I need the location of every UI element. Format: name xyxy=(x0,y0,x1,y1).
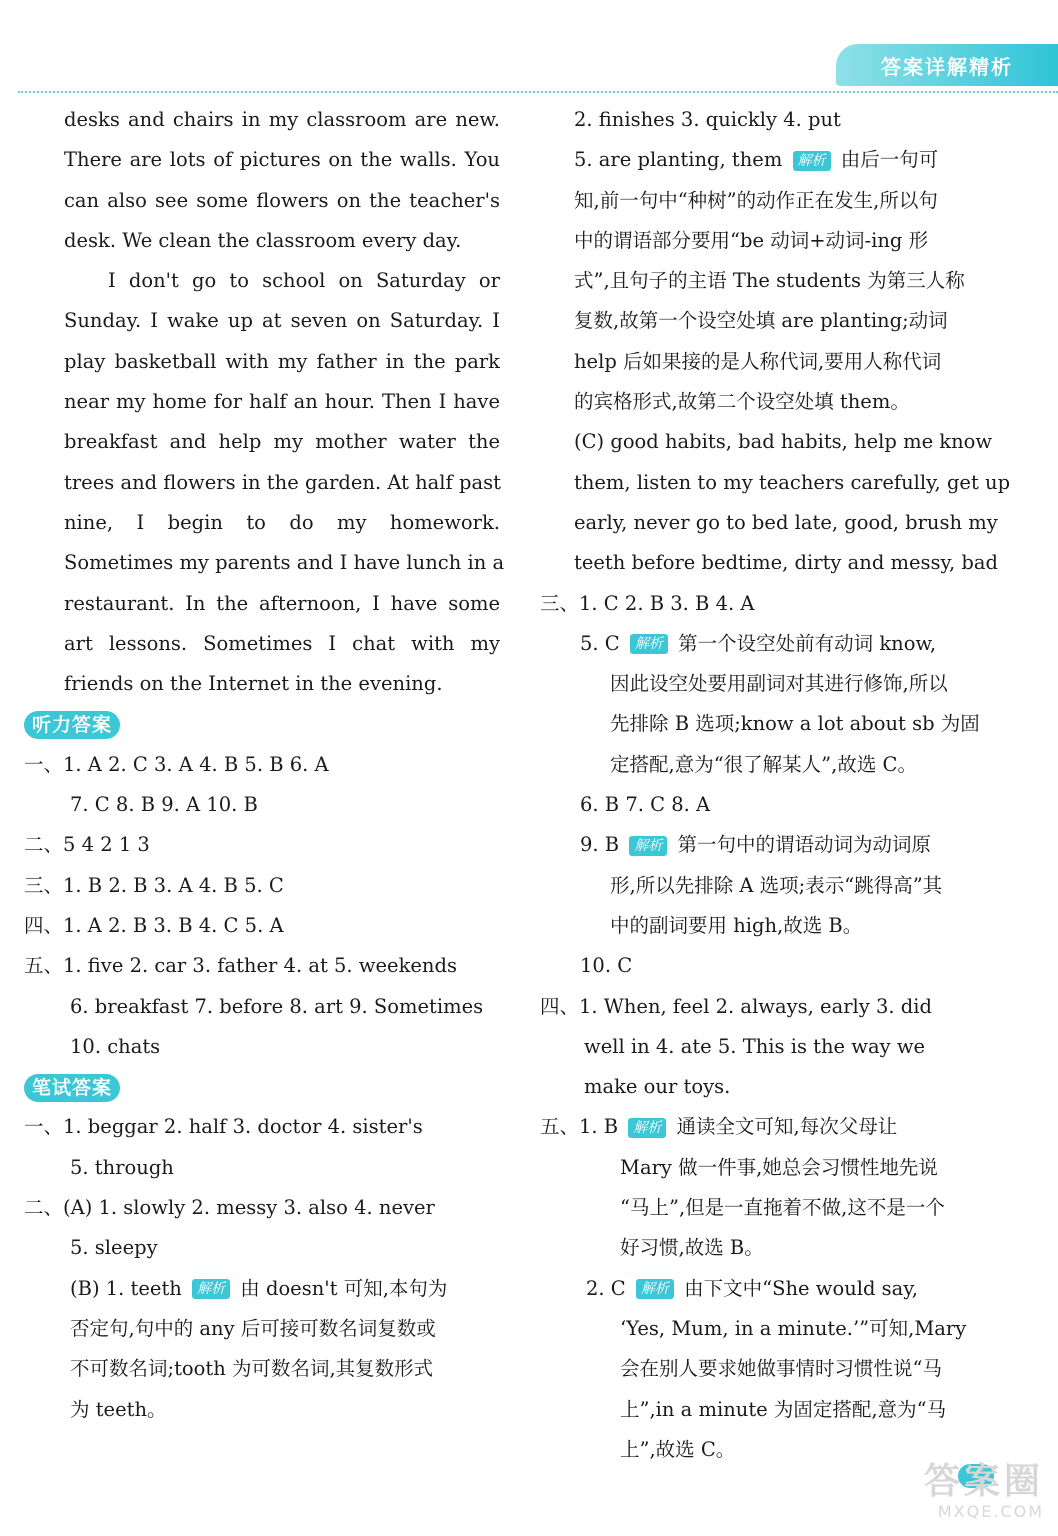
passage-line: trees and flowers in the garden. At half past xyxy=(64,470,501,494)
answer-prefix: 5. C xyxy=(580,631,620,655)
answer-line: teeth before bedtime, dirty and messy, bad xyxy=(574,551,998,575)
explanation-line: 上”,故选 C。 xyxy=(620,1437,736,1461)
explanation-line: “马上”,但是一直拖着不做,这不是一个 xyxy=(620,1196,945,1220)
explanation-tag: 解析 xyxy=(793,151,831,171)
answer-prefix: 5. are planting, them xyxy=(574,148,783,172)
passage-line: There are lots of pictures on the walls. You xyxy=(64,148,500,172)
explanation-line xyxy=(540,825,1012,865)
written-title: 笔试答案 xyxy=(24,1074,120,1102)
answer-line: 7. C 8. B 9. A 10. B xyxy=(70,793,258,817)
explanation-line: ‘Yes, Mum, in a minute.’”可知,Mary xyxy=(620,1316,967,1340)
answer-line: 四、1. When, feel 2. always, early 3. did xyxy=(540,994,932,1018)
answer-line: 三、1. B 2. B 3. A 4. B 5. C xyxy=(24,873,284,897)
answer-line: 五、1. five 2. car 3. father 4. at 5. weekends xyxy=(24,954,457,978)
passage-line: restaurant. In the afternoon, I have some xyxy=(64,591,500,615)
explanation-line xyxy=(64,1269,500,1309)
explanation-text: 由下文中“She would say, xyxy=(684,1276,918,1300)
passage-line: friends on the Internet in the evening. xyxy=(64,672,443,696)
passage-line: art lessons. Sometimes I chat with my xyxy=(64,631,500,655)
passage-line: can also see some flowers on the teacher's xyxy=(64,188,500,212)
header-title: 答案详解精析 xyxy=(881,54,1013,79)
right-column xyxy=(540,100,1012,1470)
explanation-tag: 解析 xyxy=(630,634,668,654)
explanation-line: help 后如果接的是人称代词,要用人称代词 xyxy=(574,349,942,373)
explanation-text: 通读全文可知,每次父母让 xyxy=(676,1115,898,1139)
listening-section-header xyxy=(24,704,500,744)
explanation-text: 由后一句可 xyxy=(840,148,939,172)
answer-line: 10. chats xyxy=(70,1034,161,1058)
explanation-line: 形,所以先排除 A 选项;表示“跳得高”其 xyxy=(610,873,943,897)
explanation-line xyxy=(540,624,1012,664)
explanation-line xyxy=(540,140,1012,180)
explanation-text: 由 doesn't 可知,本句为 xyxy=(240,1276,448,1300)
answer-line: early, never go to bed late, good, brush my xyxy=(574,510,998,534)
passage-line: I don't go to school on Saturday or xyxy=(108,269,500,293)
header-divider xyxy=(18,91,1058,93)
answer-line: 一、1. beggar 2. half 3. doctor 4. sister's xyxy=(24,1115,423,1139)
passage-line: desks and chairs in my classroom are new. xyxy=(64,108,500,131)
passage-line: Sunday. I wake up at seven on Saturday. I xyxy=(64,309,500,333)
answer-line: 6. B 7. C 8. A xyxy=(580,793,711,817)
explanation-line: 会在别人要求她做事情时习惯性说“马 xyxy=(620,1357,942,1381)
answer-line: make our toys. xyxy=(584,1075,731,1099)
explanation-tag: 解析 xyxy=(628,1118,666,1138)
passage-line: desk. We clean the classroom every day. xyxy=(64,228,462,252)
explanation-line: 定搭配,意为“很了解某人”,故选 C。 xyxy=(610,752,917,776)
passage-line: breakfast and help my mother water the xyxy=(64,430,500,454)
explanation-text: 第一个设空处前有动词 know, xyxy=(678,631,937,655)
explanation-tag: 解析 xyxy=(636,1279,674,1299)
explanation-line: 中的谓语部分要用“be 动词+动词-ing 形 xyxy=(574,228,929,252)
answer-line: them, listen to my teachers carefully, get up xyxy=(574,470,1011,494)
explanation-line: 不可数名词;tooth 为可数名词,其复数形式 xyxy=(70,1357,434,1381)
answer-line: 一、1. A 2. C 3. A 4. B 5. B 6. A xyxy=(24,752,329,776)
answer-prefix: (B) 1. teeth xyxy=(70,1276,182,1300)
explanation-text: 第一句中的谓语动词为动词原 xyxy=(677,833,932,857)
answer-line: 三、1. C 2. B 3. B 4. A xyxy=(540,591,755,615)
answer-line: 二、5 4 2 1 3 xyxy=(24,833,150,857)
explanation-line: Mary 做一件事,她总会习惯性地先说 xyxy=(620,1155,938,1179)
explanation-line: 因此设空处要用副词对其进行修饰,所以 xyxy=(610,672,948,696)
answer-line: (C) good habits, bad habits, help me know xyxy=(574,430,993,454)
explanation-tag: 解析 xyxy=(192,1279,230,1299)
passage-line: near my home for half an hour. Then I have xyxy=(64,390,500,414)
explanation-line: 知,前一句中“种树”的动作正在发生,所以句 xyxy=(574,188,938,212)
listening-title: 听力答案 xyxy=(24,711,120,739)
answer-line: 二、(A) 1. slowly 2. messy 3. also 4. never xyxy=(24,1196,435,1220)
answer-prefix: 9. B xyxy=(580,833,620,857)
answer-prefix: 五、1. B xyxy=(540,1115,619,1139)
explanation-line: 式”,且句子的主语 The students 为第三人称 xyxy=(574,269,965,293)
explanation-line: 否定句,句中的 any 后可接可数名词复数或 xyxy=(70,1316,436,1340)
watermark-bottom: MXQE.COM xyxy=(937,1502,1044,1521)
explanation-line xyxy=(540,1269,1012,1309)
written-section-header xyxy=(24,1067,500,1107)
answer-line: 6. breakfast 7. before 8. art 9. Sometimes xyxy=(70,994,484,1018)
header-tab xyxy=(836,44,1058,86)
explanation-tag: 解析 xyxy=(629,836,667,856)
answer-line: 5. sleepy xyxy=(70,1236,158,1260)
explanation-line: 上”,in a minute 为固定搭配,意为“马 xyxy=(620,1397,947,1421)
explanation-line: 为 teeth。 xyxy=(70,1397,167,1421)
answer-line: 10. C xyxy=(580,954,633,978)
answer-prefix: 2. C xyxy=(586,1276,626,1300)
passage-line: play basketball with my father in the park xyxy=(64,349,500,373)
explanation-line: 先排除 B 选项;know a lot about sb 为固 xyxy=(610,712,980,736)
left-column xyxy=(24,100,505,1430)
watermark-logo xyxy=(914,1462,1044,1528)
passage-line: Sometimes my parents and I have lunch in a xyxy=(64,551,505,575)
explanation-line: 复数,故第一个设空处填 are planting;动词 xyxy=(574,309,948,333)
answer-line: 2. finishes 3. quickly 4. put xyxy=(574,108,841,131)
answer-line: 5. through xyxy=(70,1155,174,1179)
explanation-line: 好习惯,故选 B。 xyxy=(620,1236,764,1260)
explanation-line: 中的副词要用 high,故选 B。 xyxy=(610,913,863,937)
answer-line: well in 4. ate 5. This is the way we xyxy=(584,1034,926,1058)
answer-line: 四、1. A 2. B 3. B 4. C 5. A xyxy=(24,913,284,937)
passage-line: nine, I begin to do my homework. xyxy=(64,510,500,534)
explanation-line xyxy=(540,1107,1012,1147)
watermark-top: 答案圈 xyxy=(923,1461,1044,1502)
explanation-line: 的宾格形式,故第二个设空处填 them。 xyxy=(574,390,910,414)
